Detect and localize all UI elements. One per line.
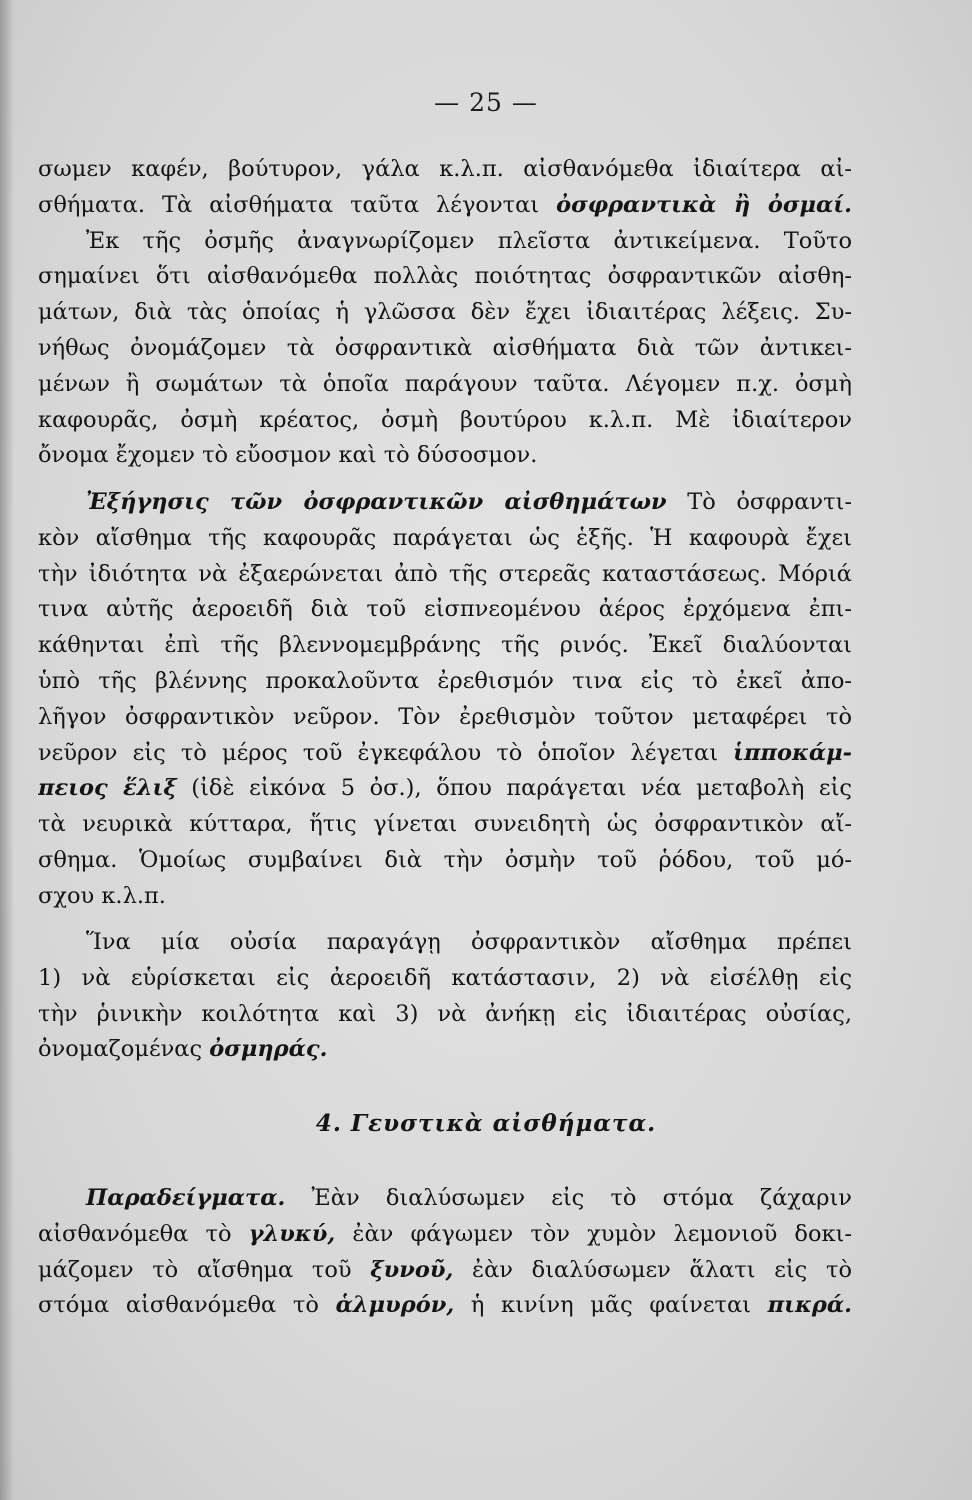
section-heading: 4. Γευστικὰ αἰσθήματα. xyxy=(315,1110,657,1137)
text-line: ὄνομα ἔχομεν τὸ εὔοσμον καὶ τὸ δύσοσμον. xyxy=(38,442,538,469)
text-line: σχου κ.λ.π. xyxy=(38,882,166,909)
emphasis-term: πικρά. xyxy=(767,1292,852,1319)
emphasis-term: πειος ἕλιξ xyxy=(38,775,177,802)
text-line: σωμεν καφέν, βούτυρον, γάλα κ.λ.π. αἰσθανόμεθα ἰδιαίτερα αἰ- xyxy=(38,156,852,182)
paragraph-smell-intro xyxy=(38,152,852,474)
text-line: Ἐξήγησις τῶν ὀσφραντικῶν αἰσθημάτων Τὸ ὀσφραντι- xyxy=(86,489,852,515)
text-line: αἰσθανόμεθα τὸ γλυκύ, ἐὰν φάγωμεν τὸν χυμὸν λεμονιοῦ δοκι- xyxy=(38,1220,852,1247)
text-line: ὀνομαζομένας ὀσμηράς. xyxy=(38,1036,328,1063)
text-line: Παραδείγματα. Ἐὰν διαλύσωμεν εἰς τὸ στόμα ζάχαριν xyxy=(86,1185,852,1211)
paragraph-taste-examples xyxy=(38,1181,852,1324)
text-line: σθήματα. Τὰ αἰσθήματα ταῦτα λέγονται ὀσφραντικὰ ἢ ὀσμαί. xyxy=(38,191,852,218)
page-number: — 25 — xyxy=(434,88,538,117)
text-line: πειος ἕλιξ (ἰδὲ εἰκόνα 5 ὀσ.), ὅπου παράγεται νέα μεταβολὴ εἰς xyxy=(38,775,852,802)
text-line: στόμα αἰσθανόμεθα τὸ ἁλμυρόν, ἡ κινίνη μᾶς φαίνεται πικρά. xyxy=(38,1292,852,1319)
text-line: Ἐκ τῆς ὀσμῆς ἀναγνωρίζομεν πλεῖστα ἀντικείμενα. Τοῦτο xyxy=(86,227,852,254)
emphasis-term: ἱπποκάμ- xyxy=(733,739,852,766)
emphasis-term: ξυνοῦ, xyxy=(370,1256,454,1283)
text-line: 1) νὰ εὑρίσκεται εἰς ἀεροειδῆ κατάστασιν, 2) νὰ εἰσέλθῃ εἰς xyxy=(38,964,852,991)
text-line: μάτων, διὰ τὰς ὁποίας ἡ γλῶσσα δὲν ἔχει ἰδιαιτέρας λέξεις. Συ- xyxy=(38,299,852,326)
emphasis-term: ὀσφραντικὰ ἢ ὀσμαί. xyxy=(556,191,852,218)
text-line: λῆγον ὀσφραντικὸν νεῦρον. Τὸν ἐρεθισμὸν τοῦτον μεταφέρει τὸ xyxy=(38,703,852,730)
text-line: μένων ἢ σωμάτων τὰ ὁποῖα παράγουν ταῦτα. Λέγομεν π.χ. ὀσμὴ xyxy=(38,370,852,397)
text-line: νεῦρον εἰς τὸ μέρος τοῦ ἐγκεφάλου τὸ ὁποῖον λέγεται ἱπποκάμ- xyxy=(38,739,852,766)
emphasis-term: ὀσμηράς. xyxy=(209,1036,328,1063)
section-subtitle: Ἐξήγησις τῶν ὀσφραντικῶν αἰσθημάτων xyxy=(86,489,667,515)
text-line: μάζομεν τὸ αἴσθημα τοῦ ξυνοῦ, ἐὰν διαλύσωμεν ἅλατι εἰς τὸ xyxy=(38,1256,852,1283)
text-line: κάθηνται ἐπὶ τῆς βλεννομεμβράνης τῆς ρινός. Ἐκεῖ διαλύονται xyxy=(38,632,852,659)
binding-shadow xyxy=(0,0,14,1500)
text-line: ὑπὸ τῆς βλέννης προκαλοῦντα ἐρεθισμόν τινα εἰς τὸ ἐκεῖ ἀπο- xyxy=(38,667,852,694)
emphasis-term: γλυκύ, xyxy=(248,1220,336,1247)
paragraph-conditions xyxy=(38,925,852,1068)
emphasis-term: ἁλμυρόν, xyxy=(335,1292,455,1319)
paragraph-explanation xyxy=(38,485,852,915)
text-line: σημαίνει ὅτι αἰσθανόμεθα πολλὰς ποιότητας ὀσφραντικῶν αἰσθη- xyxy=(38,263,852,290)
text-line: νήθως ὀνομάζομεν τὰ ὀσφραντικὰ αἰσθήματα διὰ τῶν ἀντικει- xyxy=(38,334,852,361)
text-line: τὴν ἰδιότητα νὰ ἐξαερώνεται ἀπὸ τῆς στερεᾶς καταστάσεως. Μόριά xyxy=(38,560,852,587)
text-line: τινα αὐτῆς ἀεροειδῆ διὰ τοῦ εἰσπνεομένου ἀέρος ἐρχόμενα ἐπι- xyxy=(38,596,852,623)
text-line: καφουρᾶς, ὀσμὴ κρέατος, ὀσμὴ βουτύρου κ.λ.π. Μὲ ἰδιαίτερον xyxy=(38,406,852,433)
text-line: τὴν ῥινικὴν κοιλότητα καὶ 3) νὰ ἀνήκῃ εἰς ἰδιαιτέρας οὐσίας, xyxy=(38,1000,852,1027)
text-line: Ἵνα μία οὐσία παραγάγῃ ὀσφραντικὸν αἴσθημα πρέπει xyxy=(86,929,852,955)
paragraph-lead: Παραδείγματα. xyxy=(86,1185,286,1211)
text-line: σθημα. Ὁμοίως συμβαίνει διὰ τὴν ὀσμὴν τοῦ ῥόδου, τοῦ μό- xyxy=(38,846,852,873)
text-line: κὸν αἴσθημα τῆς καφουρᾶς παράγεται ὡς ἑξῆς. Ἡ καφουρὰ ἔχει xyxy=(38,524,852,551)
text-line: τὰ νευρικὰ κύτταρα, ἥτις γίνεται συνειδητὴ ὡς ὀσφραντικὸν αἴ- xyxy=(38,811,852,838)
